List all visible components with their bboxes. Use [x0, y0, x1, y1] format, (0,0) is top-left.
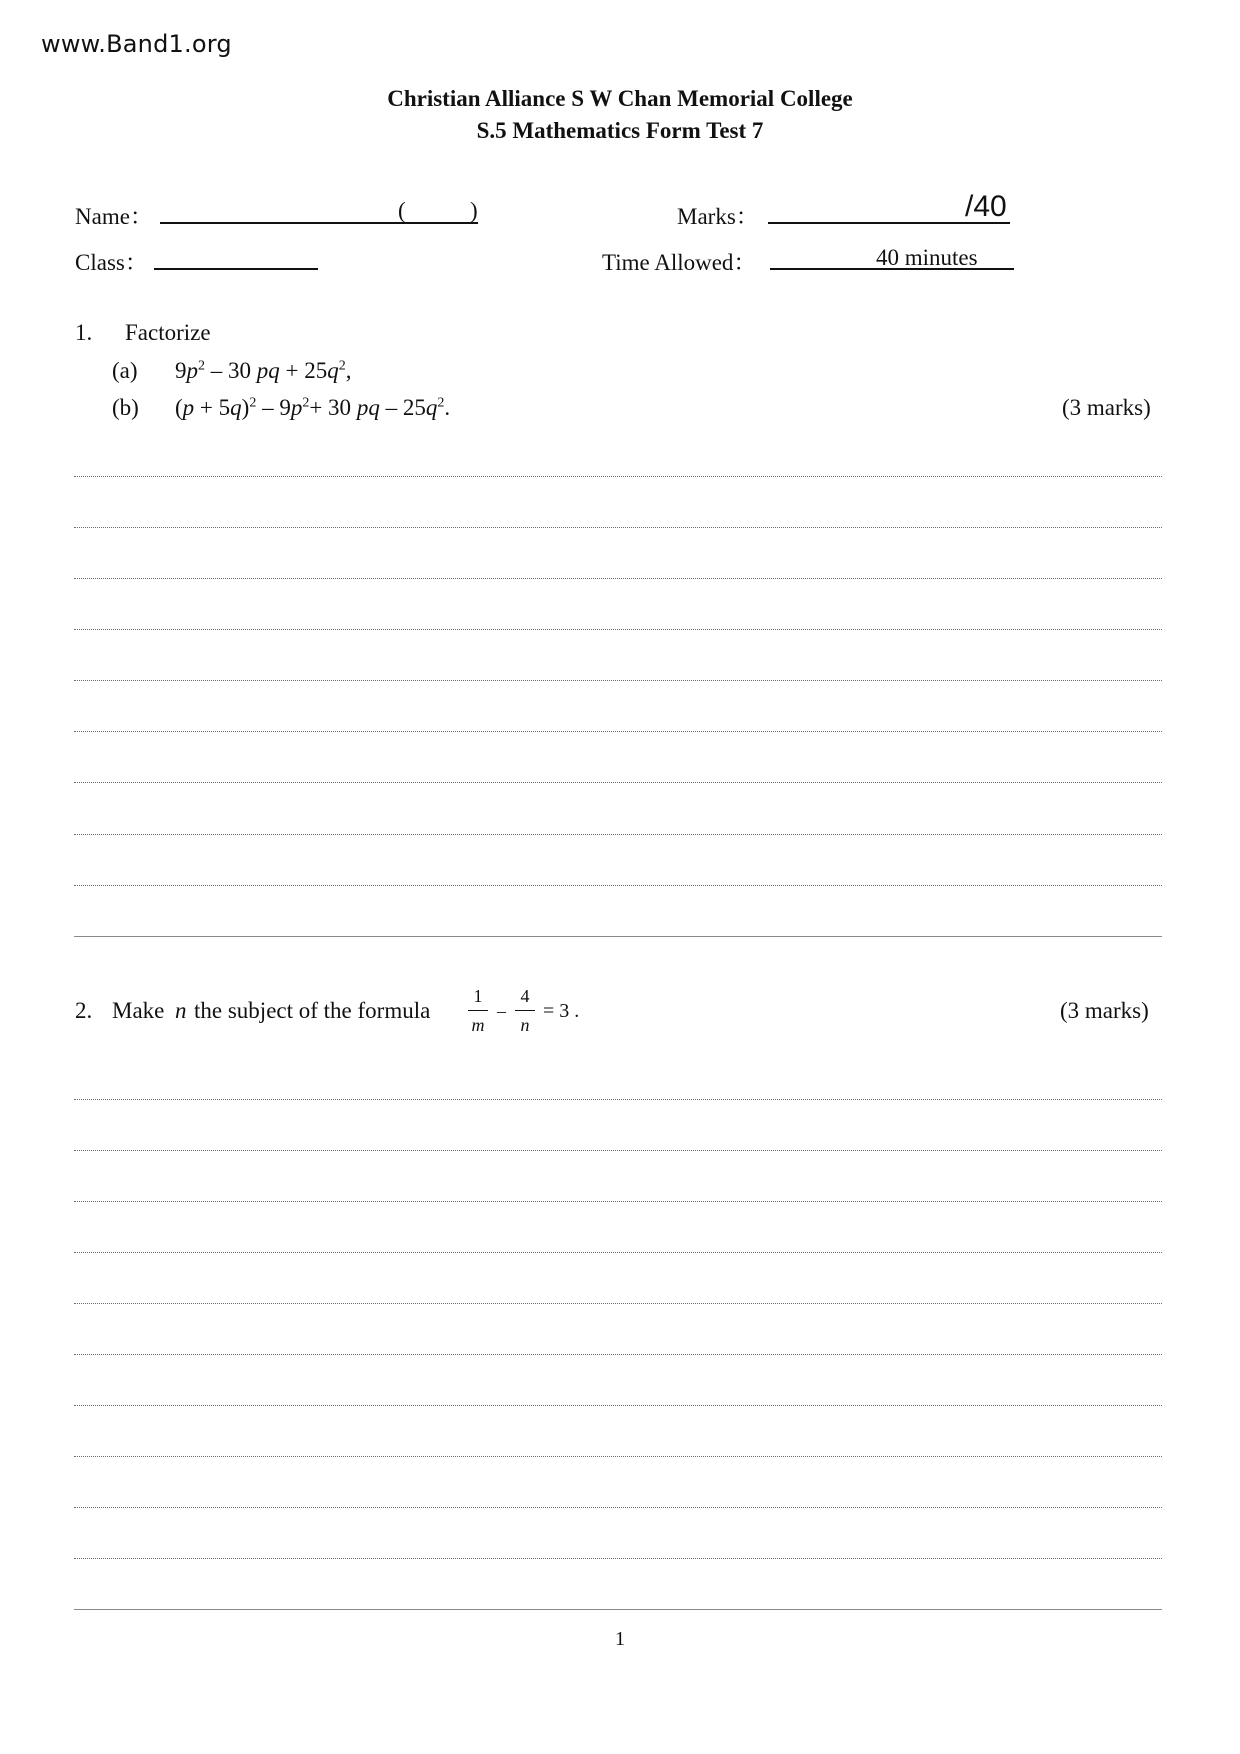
answer-line: [74, 1303, 1162, 1304]
answer-line: [74, 629, 1162, 630]
answer-line: [74, 1099, 1162, 1100]
time-allowed-label: Time Allowed：: [602, 250, 757, 275]
q2-frac2-numerator: 4: [520, 986, 530, 1006]
q1-marks: (3 marks): [1062, 395, 1151, 420]
q2-prompt-before: Make: [112, 998, 165, 1023]
answer-line: [74, 834, 1162, 835]
answer-line: [74, 936, 1162, 937]
answer-line: [74, 1354, 1162, 1355]
answer-line: [74, 885, 1162, 886]
answer-line: [74, 1507, 1162, 1508]
answer-line: [74, 1456, 1162, 1457]
answer-line: [74, 476, 1162, 477]
q2-frac2-denominator: n: [520, 1015, 530, 1035]
q1b-expression: $(p + 5q)^2 - 9p^2+ 30$ pq – $25q^2$.: [175, 395, 451, 420]
answer-line: [74, 527, 1162, 528]
q2-frac1-denominator: m: [471, 1015, 485, 1035]
q1b-label: (b): [112, 395, 139, 420]
answer-line: [74, 1558, 1162, 1559]
watermark: www.Band1.org: [41, 30, 232, 58]
class-field[interactable]: [154, 268, 318, 270]
answer-line: [74, 680, 1162, 681]
q2-variable: n: [175, 998, 187, 1023]
class-number-left-paren: (: [398, 198, 406, 223]
name-field[interactable]: [160, 222, 478, 224]
answer-line: [74, 782, 1162, 783]
marks-total: /40: [965, 190, 1007, 223]
q1a-label: (a): [112, 358, 138, 383]
answer-line: [74, 578, 1162, 579]
answer-line: [74, 731, 1162, 732]
q2-frac1-numerator: 1: [473, 986, 483, 1006]
class-label: Class：: [75, 250, 148, 275]
q2-formula: [468, 986, 579, 1036]
answer-line: [74, 1201, 1162, 1202]
class-number-right-paren: ): [470, 198, 478, 223]
answer-line: [74, 1609, 1162, 1610]
q2-marks: (3 marks): [1060, 998, 1149, 1023]
q2-prompt-after: the subject of the formula: [194, 998, 431, 1023]
q1a-expression: $9p^2 - 30$ pq + $25q^2$,: [175, 358, 352, 383]
marks-label: Marks：: [677, 204, 759, 229]
q2-rhs: = 3 .: [543, 999, 580, 1022]
school-name: Christian Alliance S W Chan Memorial College: [387, 86, 853, 111]
answer-line: [74, 1150, 1162, 1151]
q2-number: 2.: [75, 998, 93, 1023]
name-label: Name：: [75, 204, 153, 229]
q2-fraction-2: [515, 986, 535, 1036]
answer-line: [74, 1252, 1162, 1253]
test-title: S.5 Mathematics Form Test 7: [476, 118, 764, 143]
page-number: 1: [615, 1628, 625, 1650]
q2-fraction-1: [468, 986, 488, 1036]
answer-line: [74, 1405, 1162, 1406]
q1-prompt: Factorize: [125, 320, 211, 345]
q1-number: 1.: [75, 320, 93, 345]
q2-minus-sign: –: [497, 1000, 506, 1021]
time-allowed-value: 40 minutes: [876, 245, 978, 270]
